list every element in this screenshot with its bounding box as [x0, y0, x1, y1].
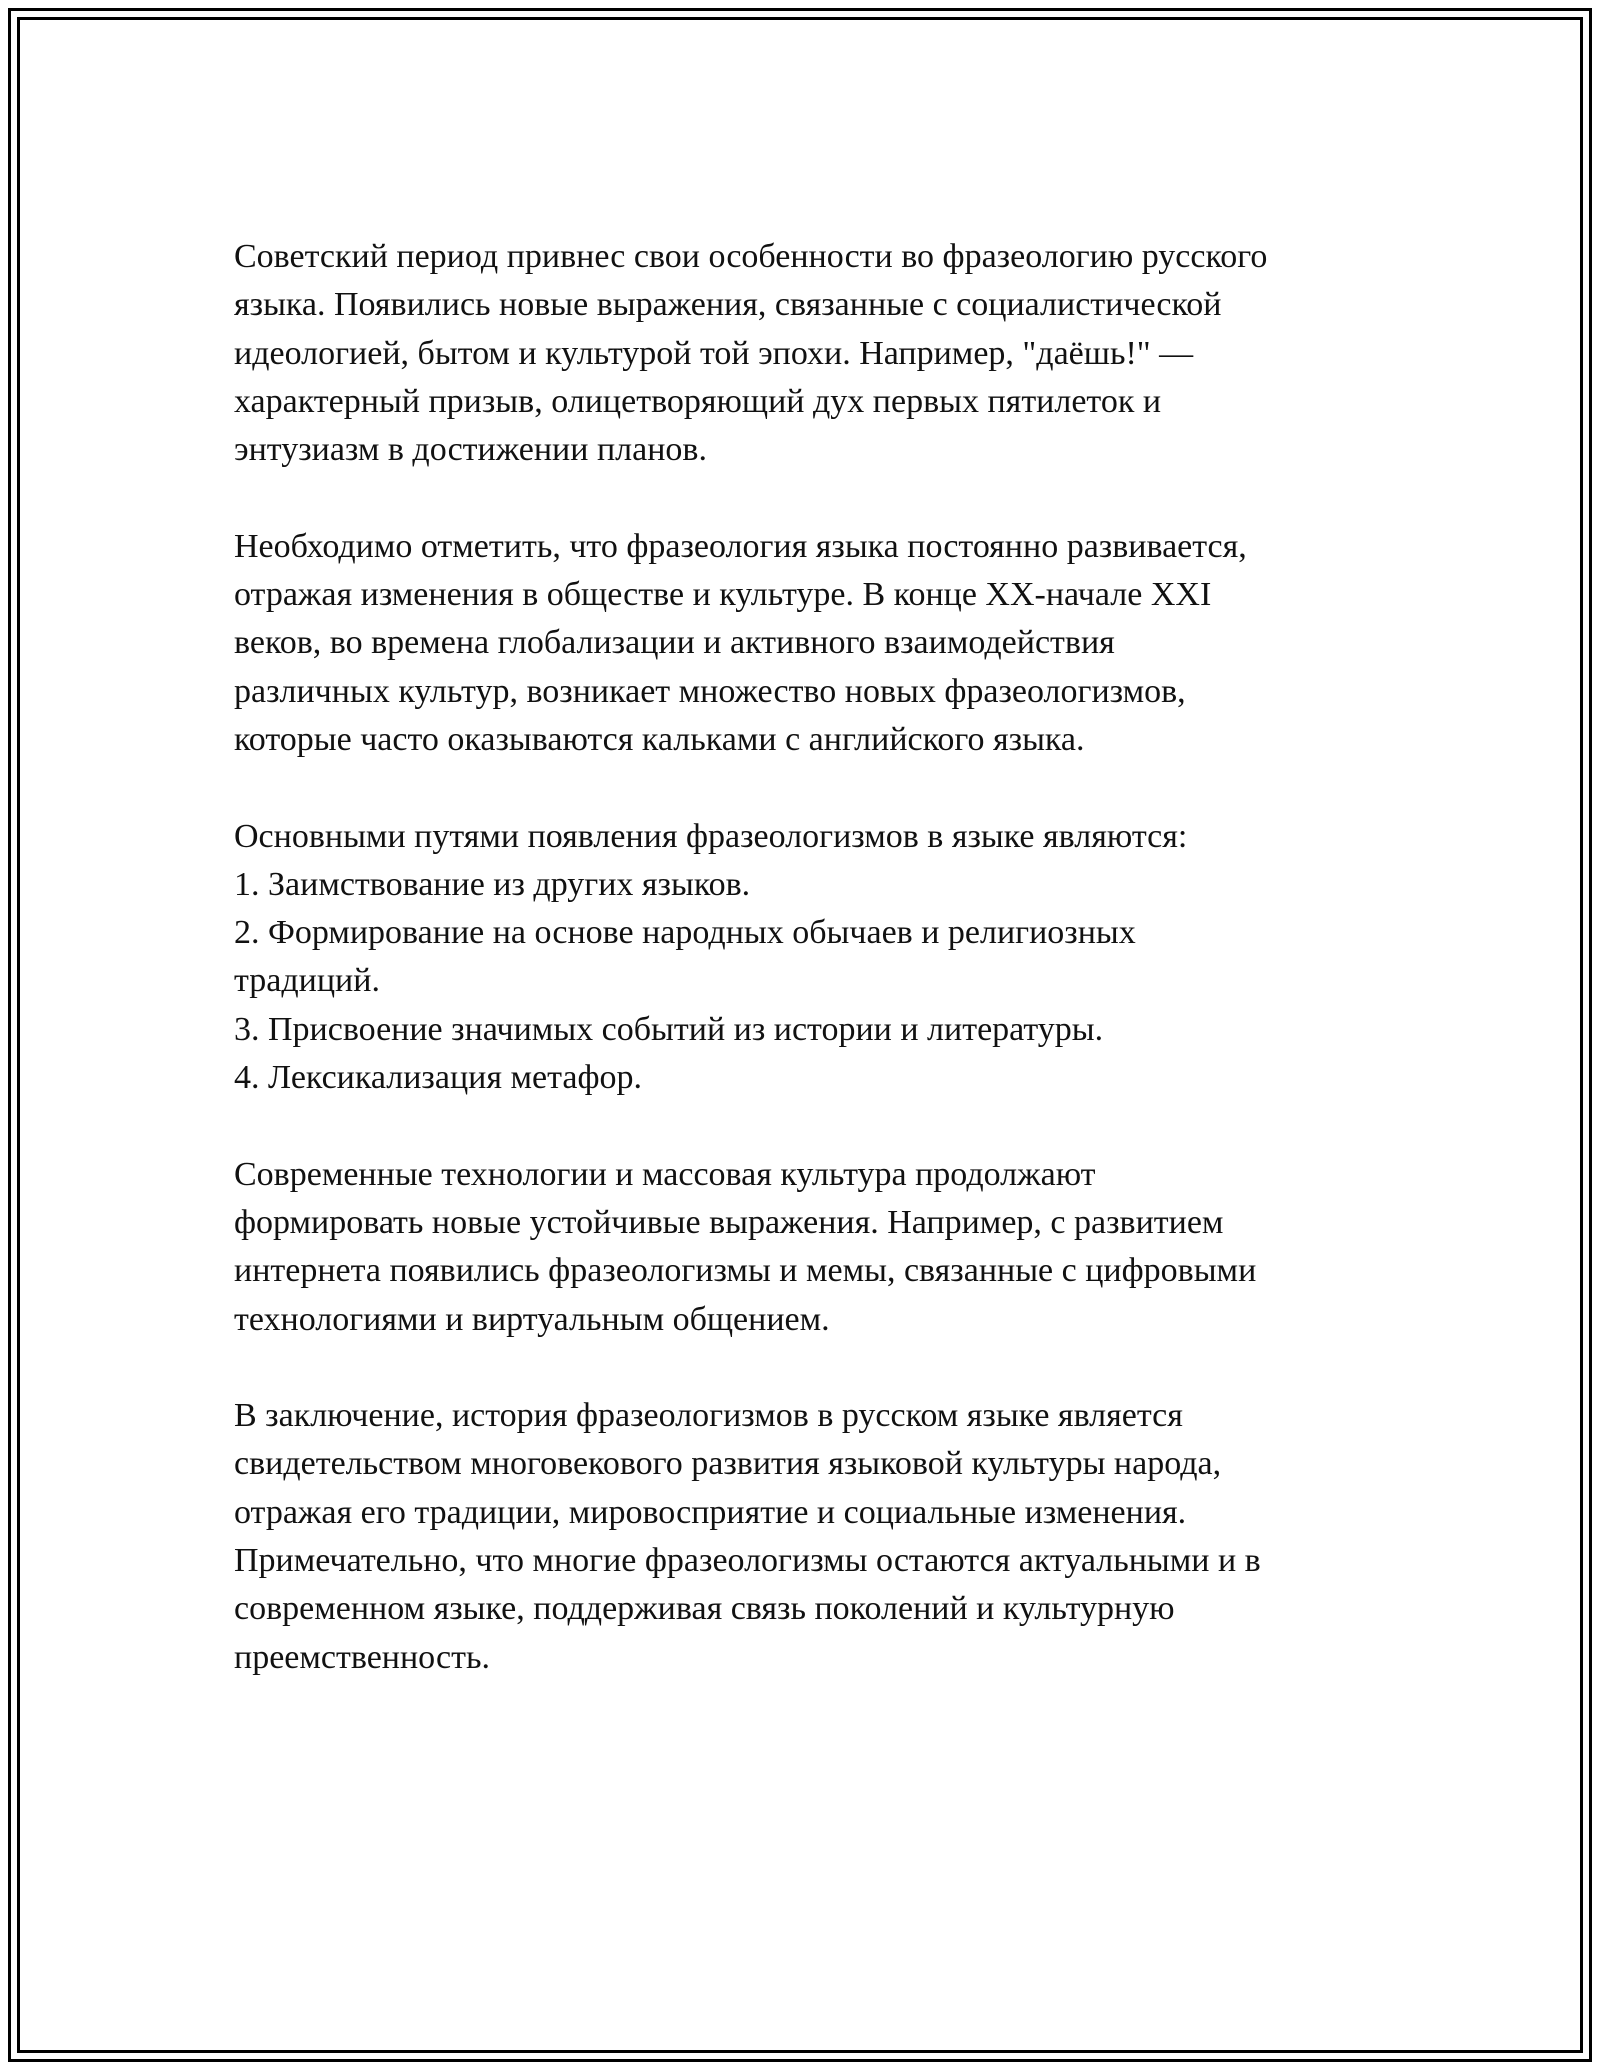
list-item: 4. Лексикализация метафор. [234, 1059, 642, 1097]
text-line: В заключение, история фразеологизмов в русском языке является [234, 1397, 1183, 1435]
text-line: веков, во времена глобализации и активного взаимодействия [234, 624, 1115, 662]
paragraph-conclusion [234, 1392, 1374, 1682]
text-line: Основными путями появления фразеологизмов в языке являются: [234, 817, 1188, 855]
text-line: характерный призыв, олицетворяющий дух первых пятилеток и [234, 382, 1162, 420]
text-line: технологиями и виртуальным общением. [234, 1300, 830, 1338]
text-line: Современные технологии и массовая культура продолжают [234, 1155, 1096, 1193]
text-line: современном языке, поддерживая связь поколений и культурную [234, 1590, 1175, 1628]
text-line: Примечательно, что многие фразеологизмы остаются актуальными и в [234, 1542, 1261, 1580]
text-line: свидетельством многовекового развития языковой культуры народа, [234, 1445, 1222, 1483]
text-line: Советский период привнес свои особенности во фразеологию русского [234, 238, 1268, 275]
text-line: преемственность. [234, 1638, 490, 1676]
paragraph-gap [234, 1102, 1374, 1150]
paragraph-modern-technologies [234, 1151, 1374, 1344]
paragraph-gap [234, 1344, 1374, 1392]
text-line: языка. Появились новые выражения, связанные с социалистической [234, 286, 1222, 324]
paragraph-main-paths [234, 813, 1374, 1103]
text-line: различных культур, возникает множество новых фразеологизмов, [234, 672, 1186, 710]
paragraph-gap [234, 474, 1374, 522]
paragraph-soviet-period [234, 233, 1374, 474]
text-line: формировать новые устойчивые выражения. Например, с развитием [234, 1203, 1224, 1241]
text-line: которые часто оказываются кальками с английского языка. [234, 720, 1085, 758]
document-body [234, 233, 1374, 1682]
text-line: Необходимо отметить, что фразеология языка постоянно развивается, [234, 527, 1247, 565]
list-item: 3. Присвоение значимых событий из истории и литературы. [234, 1010, 1104, 1048]
text-line: отражая изменения в обществе и культуре. В конце XX-начале XXI [234, 576, 1212, 614]
text-line: интернета появились фразеологизмы и мемы, связанные с цифровыми [234, 1252, 1257, 1290]
paragraph-development [234, 523, 1374, 764]
text-line: идеологией, бытом и культурой той эпохи. Например, "даёшь!" — [234, 334, 1194, 372]
text-line: отражая его традиции, мировосприятие и социальные изменения. [234, 1493, 1187, 1531]
text-line: энтузиазм в достижении планов. [234, 431, 707, 469]
list-item: 1. Заимствование из других языков. [234, 865, 751, 903]
paragraph-gap [234, 764, 1374, 812]
list-item-continuation: традиций. [234, 962, 380, 1000]
list-item: 2. Формирование на основе народных обычаев и религиозных [234, 914, 1136, 952]
